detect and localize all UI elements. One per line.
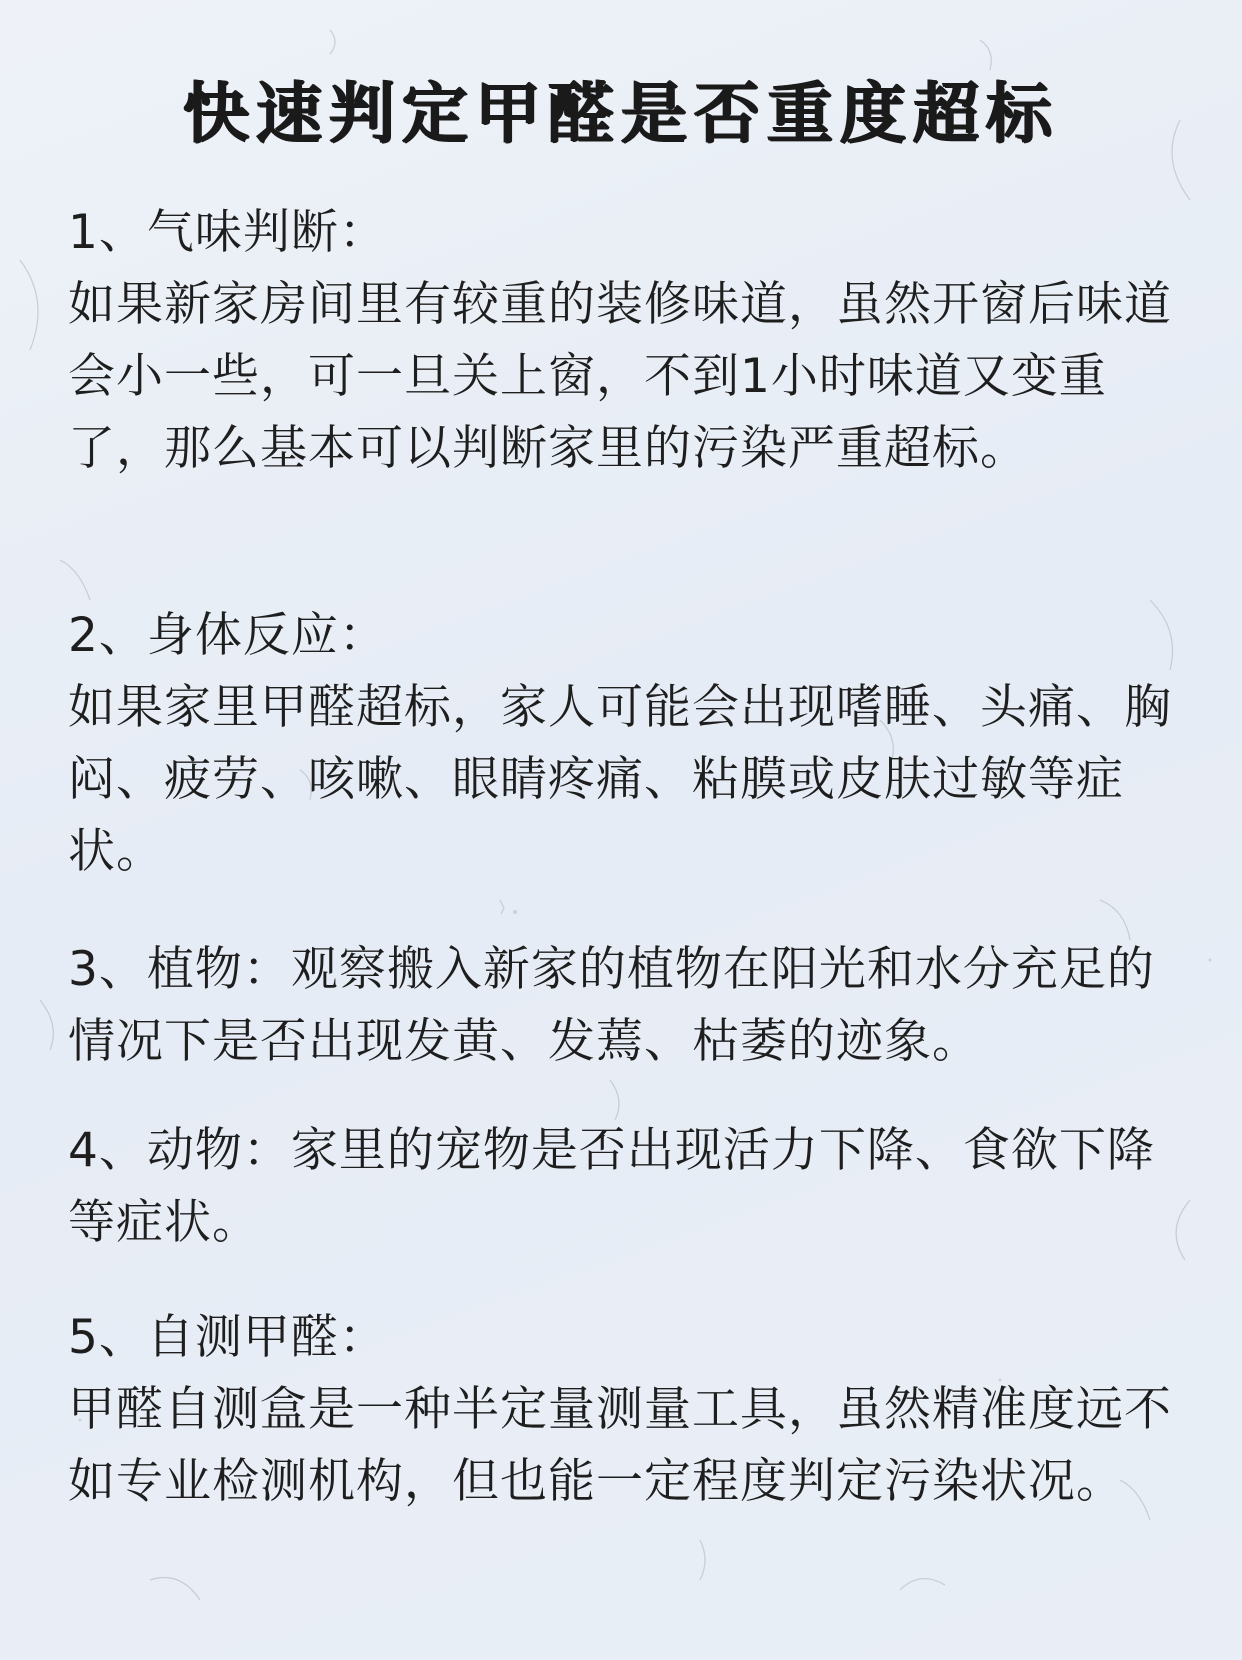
section-body-reaction [68,600,1183,888]
section-body: 如果新家房间里有较重的装修味道，虽然开窗后味道会小一些，可一旦关上窗，不到1小时味道又变重了，那么基本可以判断家里的污染严重超标。 [68,277,1172,476]
section-plants [68,934,1183,1078]
section-smell [68,197,1183,485]
section-body: 如果家里甲醛超标，家人可能会出现嗜睡、头痛、胸闷、疲劳、咳嗽、眼睛疼痛、粘膜或皮肤过敏等症状。 [68,680,1172,879]
section-self-test [68,1302,1183,1518]
section-heading: 5、自测甲醛： [68,1310,387,1365]
section-body: 3、植物：观察搬入新家的植物在阳光和水分充足的情况下是否出现发黄、发蔫、枯萎的迹象。 [68,942,1155,1069]
section-animals [68,1115,1183,1259]
page-title: 快速判定甲醛是否重度超标 [183,74,1059,152]
section-heading: 2、身体反应： [68,608,387,663]
section-body: 甲醛自测盒是一种半定量测量工具，虽然精准度远不如专业检测机构，但也能一定程度判定污染状况。 [68,1382,1172,1509]
section-body: 4、动物：家里的宠物是否出现活力下降、食欲下降等症状。 [68,1123,1155,1250]
section-heading: 1、气味判断： [68,205,387,260]
